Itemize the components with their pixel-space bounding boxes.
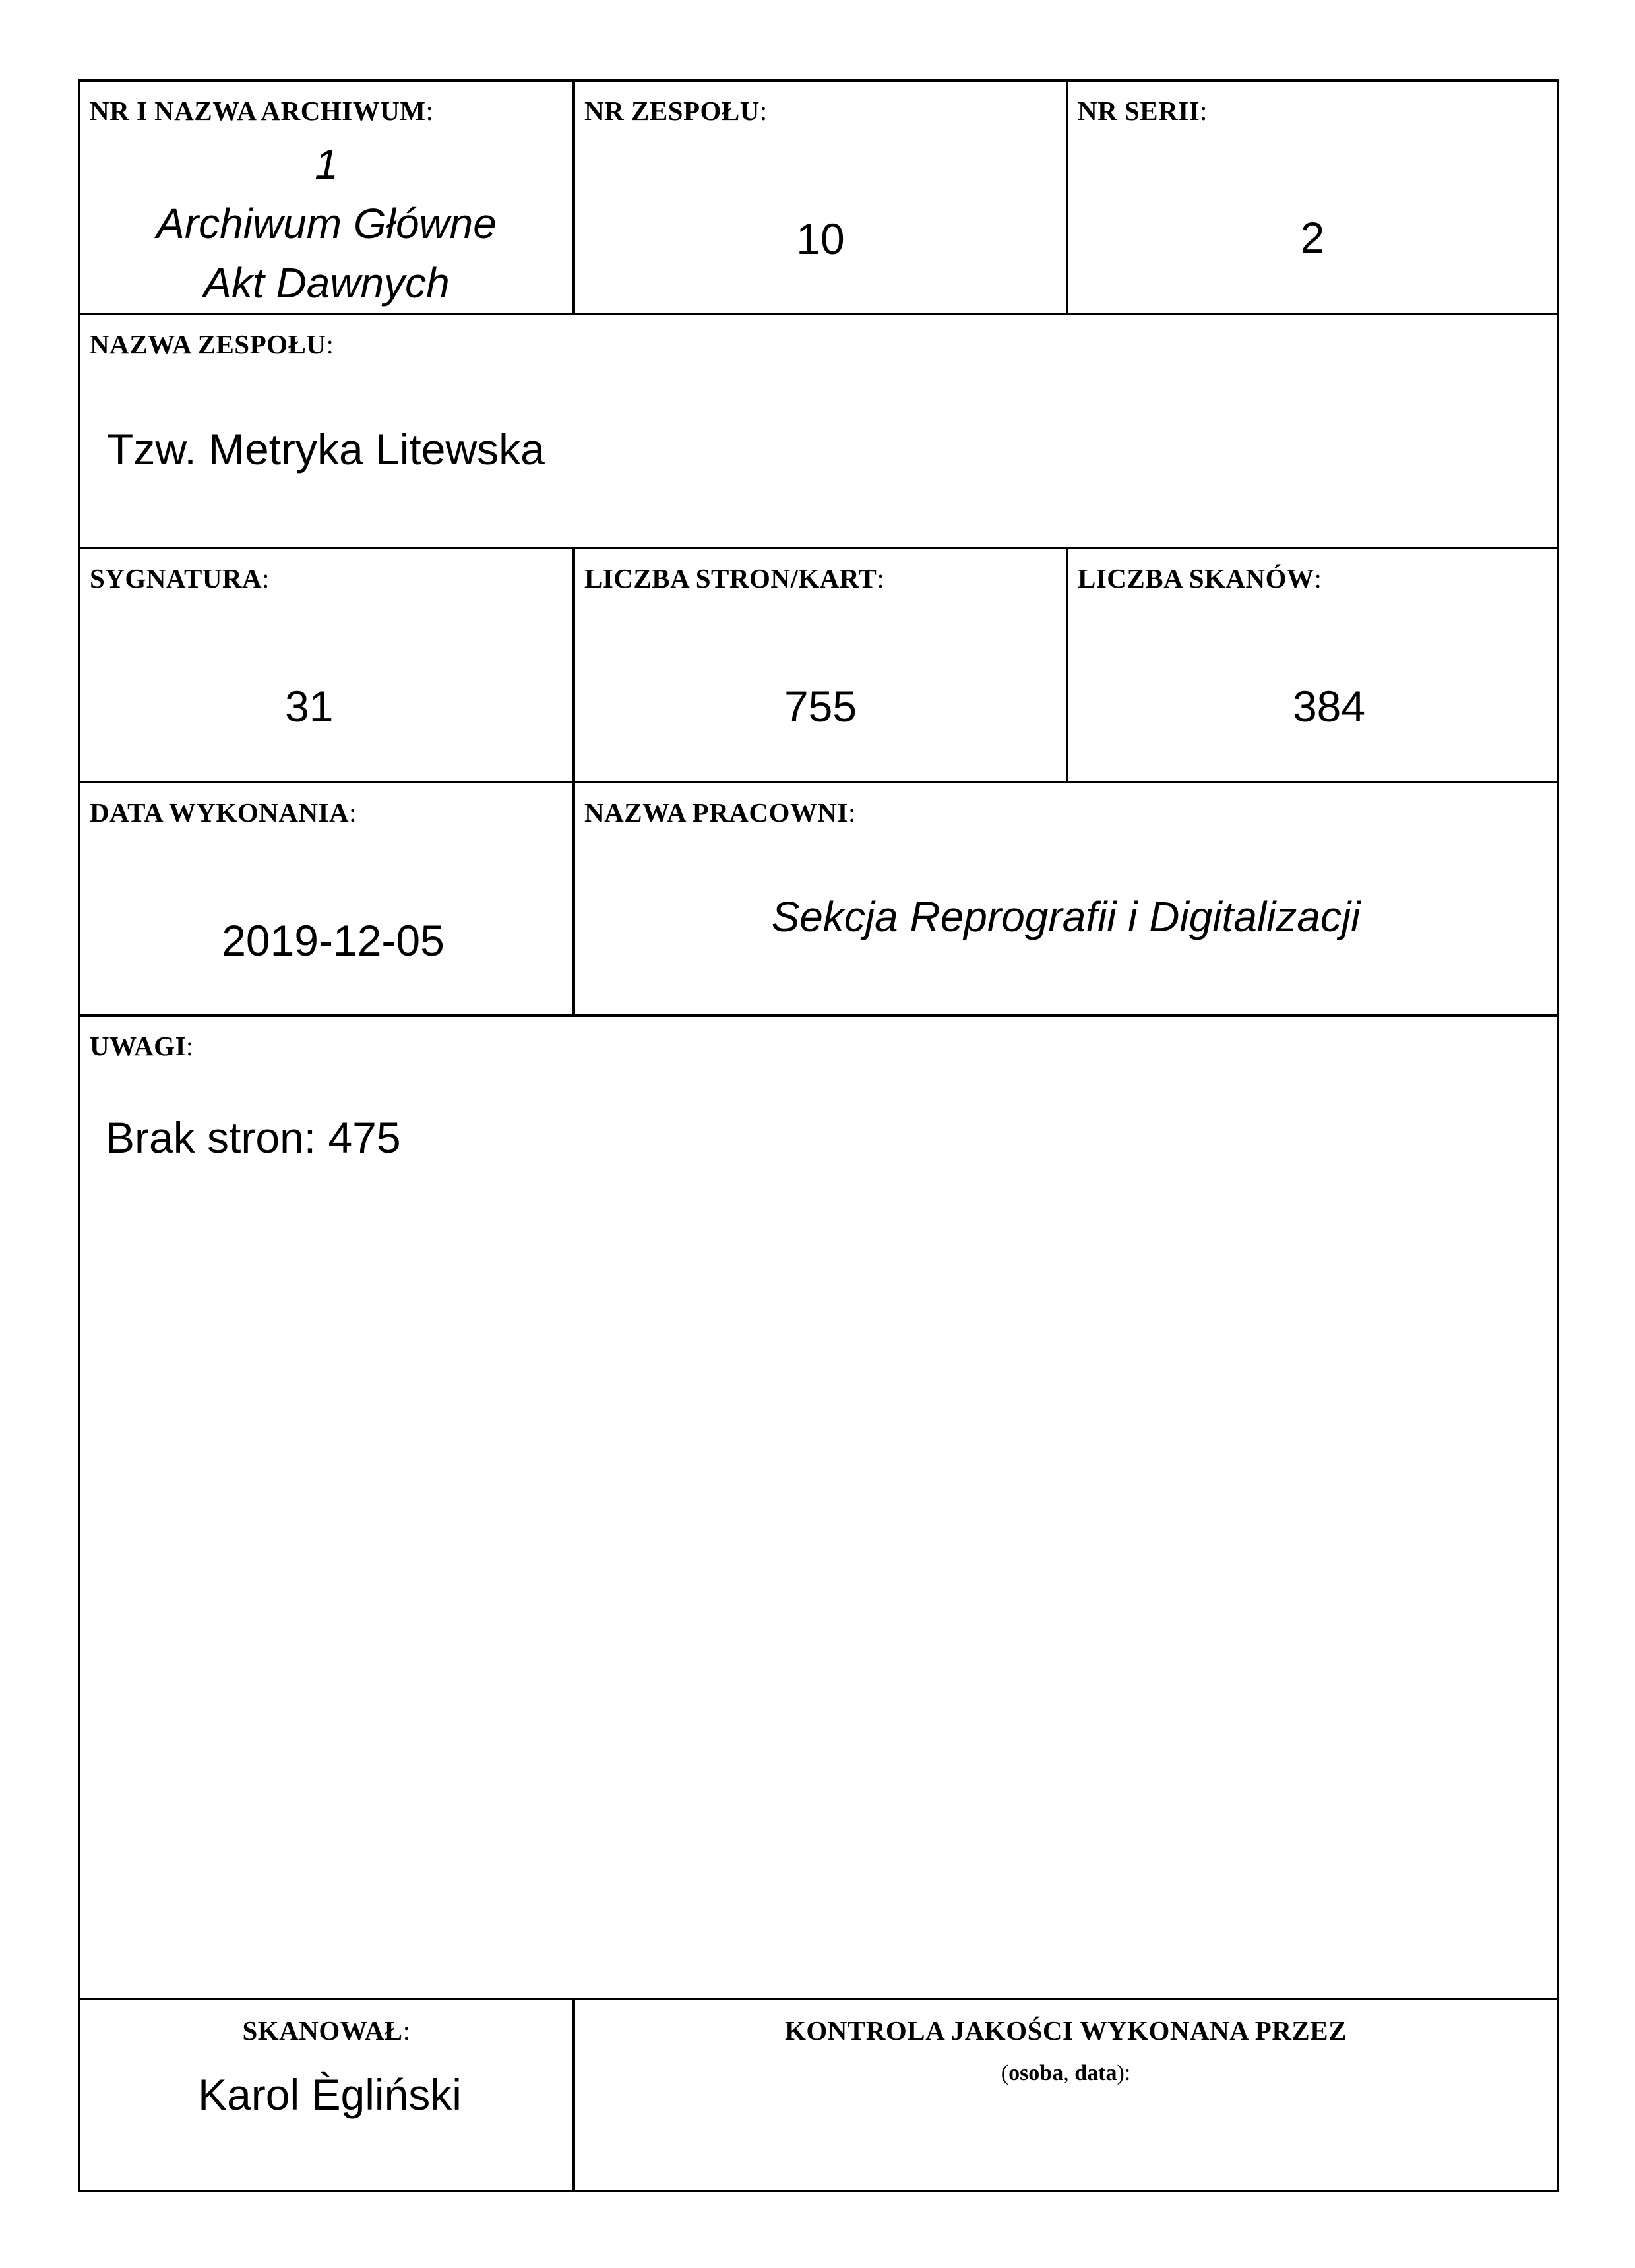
workshop-label: NAZWA PRACOWNI: (584, 797, 856, 828)
scanned-by-label: SKANOWAŁ: (242, 2015, 411, 2046)
date-done-value: 2019-12-05 (222, 916, 445, 965)
scan-count-cell (1068, 549, 1557, 783)
workshop-cell (575, 783, 1557, 1017)
archive-cell (80, 82, 575, 315)
series-number-label: NR SERII: (1078, 96, 1208, 126)
archive-label: NR I NAZWA ARCHIWUM: (90, 96, 434, 126)
fonds-name-value: Tzw. Metryka Litewska (107, 425, 545, 474)
metric-card (78, 79, 1559, 2192)
scanned-by-value: Karol Ègliński (198, 2070, 462, 2119)
scanned-by-cell (80, 2000, 575, 2190)
notes-cell (80, 1017, 1557, 2000)
quality-control-sublabel: (osoba, data): (1001, 2061, 1131, 2085)
notes-value: Brak stron: 475 (106, 1113, 401, 1162)
notes-label: UWAGI: (90, 1031, 194, 1061)
fonds-name-cell (80, 315, 1557, 549)
fonds-name-label: NAZWA ZESPOŁU: (90, 329, 334, 359)
quality-control-cell (575, 2000, 1557, 2190)
archive-name-line2: Akt Dawnych (203, 259, 450, 307)
workshop-value: Sekcja Reprografii i Digitalizacji (771, 893, 1361, 940)
signature-cell (80, 549, 575, 783)
scan-count-value: 384 (1292, 682, 1366, 731)
series-number-value: 2 (1300, 213, 1325, 262)
page-count-label: LICZBA STRON/KART: (584, 563, 885, 594)
date-done-label: DATA WYKONANIA: (90, 797, 357, 828)
signature-value: 31 (285, 682, 334, 731)
quality-control-label: KONTROLA JAKOŚCI WYKONANA PRZEZ (785, 2015, 1347, 2046)
series-number-cell (1068, 82, 1557, 315)
fonds-number-cell (575, 82, 1068, 315)
archive-value (80, 135, 572, 313)
scan-count-label: LICZBA SKANÓW: (1078, 563, 1322, 594)
fonds-number-value: 10 (796, 214, 845, 263)
archive-name-line1: Archiwum Główne (156, 200, 497, 247)
page-count-cell (575, 549, 1068, 783)
date-done-cell (80, 783, 575, 1017)
page-count-value: 755 (784, 682, 857, 731)
fonds-number-label: NR ZESPOŁU: (584, 96, 768, 126)
signature-label: SYGNATURA: (90, 563, 270, 594)
archive-number: 1 (315, 140, 338, 188)
